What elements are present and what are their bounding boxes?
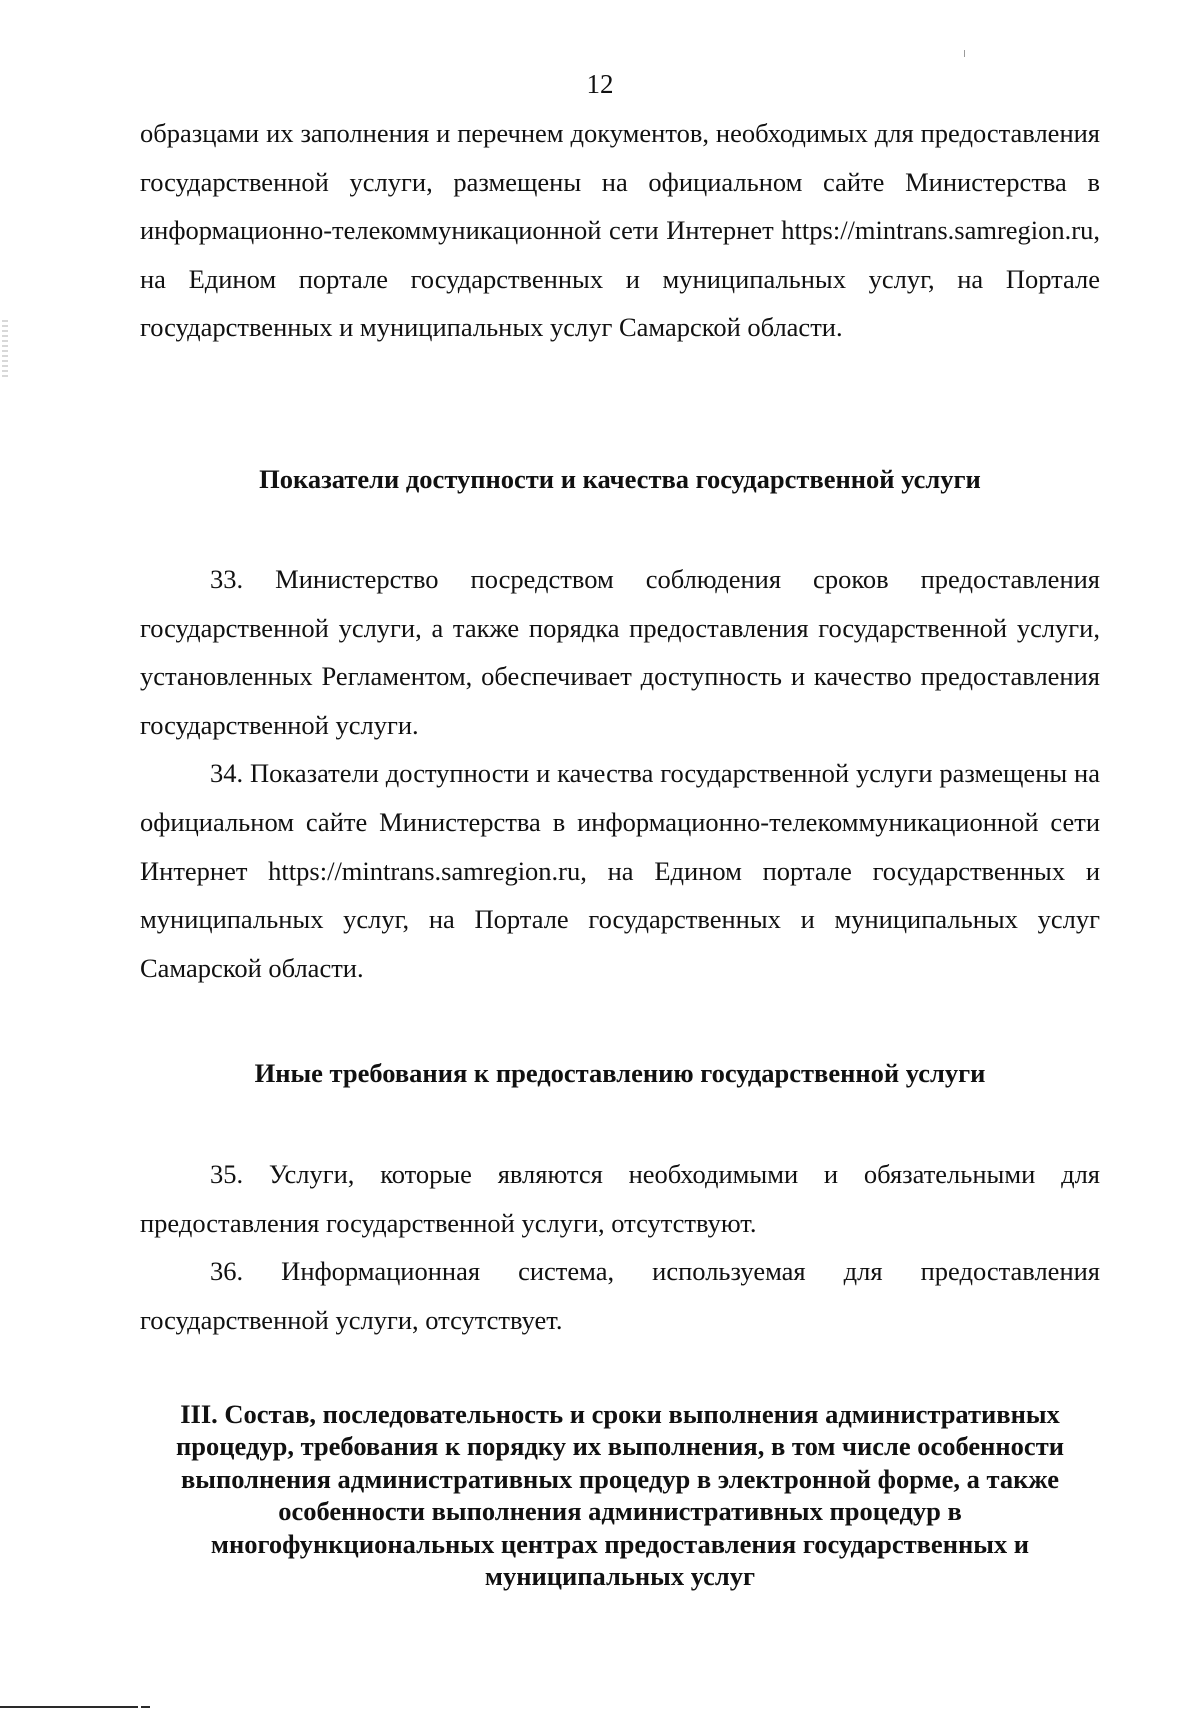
paragraph-34: 34. Показатели доступности и качества государственной услуги размещены на официальном сайте Министерства в информационно-телекоммуникационной сети Интернет https://mintrans.samregion.ru, на Едином портале государственных и муниципальных услуг, на Портале государственных и муниципальных услуг Самарской области. bbox=[140, 758, 1100, 983]
chapter-heading-line: III. Состав, последовательность и сроки выполнения административных bbox=[180, 1399, 1060, 1429]
chapter-heading-line: муниципальных услуг bbox=[484, 1561, 756, 1592]
chapter-heading-line: многофункциональных центрах предоставления государственных и bbox=[210, 1528, 1030, 1559]
chapter-heading-line: процедур, требования к порядку их выполнения, в том числе особенности bbox=[176, 1431, 1064, 1462]
scan-artifact bbox=[0, 1706, 150, 1708]
scan-artifact bbox=[964, 50, 965, 57]
paragraph-35: 35. Услуги, которые являются необходимыми и обязательными для предоставления государственной услуги, отсутствуют. bbox=[140, 1159, 1100, 1238]
paragraph-36: 36. Информационная система, используемая для предоставления государственной услуги, отсутствует. bbox=[140, 1256, 1100, 1335]
section-heading-availability: Показатели доступности и качества государственной услуги bbox=[259, 464, 981, 494]
intro-paragraph: образцами их заполнения и перечнем документов, необходимых для предоставления государственной услуги, размещены на официальном сайте Министерства в информационно-телекоммуникационной сети Интернет https://mintrans.samregion.ru, на Едином портале государственных и муниципальных услуг, на Портале государственных и муниципальных услуг Самарской области. bbox=[140, 118, 1100, 343]
scan-artifact bbox=[2, 320, 8, 380]
chapter-heading-line: выполнения административных процедур в электронной форме, а также bbox=[180, 1463, 1060, 1494]
paragraph-33: 33. Министерство посредством соблюдения сроков предоставления государственной услуги, а также порядка предоставления государственной услуги, установленных Регламентом, обеспечивает доступность и качество предоставления государственной услуги. bbox=[140, 564, 1100, 740]
availability-paragraphs bbox=[140, 555, 1100, 992]
chapter-heading-line: особенности выполнения административных процедур в bbox=[278, 1496, 962, 1527]
section-heading-other: Иные требования к предоставлению государственной услуги bbox=[254, 1058, 986, 1088]
other-paragraphs bbox=[140, 1150, 1100, 1344]
intro-paragraph-block bbox=[140, 109, 1100, 352]
page-number: 12 bbox=[586, 69, 614, 99]
chapter-three-heading bbox=[140, 1398, 1100, 1592]
